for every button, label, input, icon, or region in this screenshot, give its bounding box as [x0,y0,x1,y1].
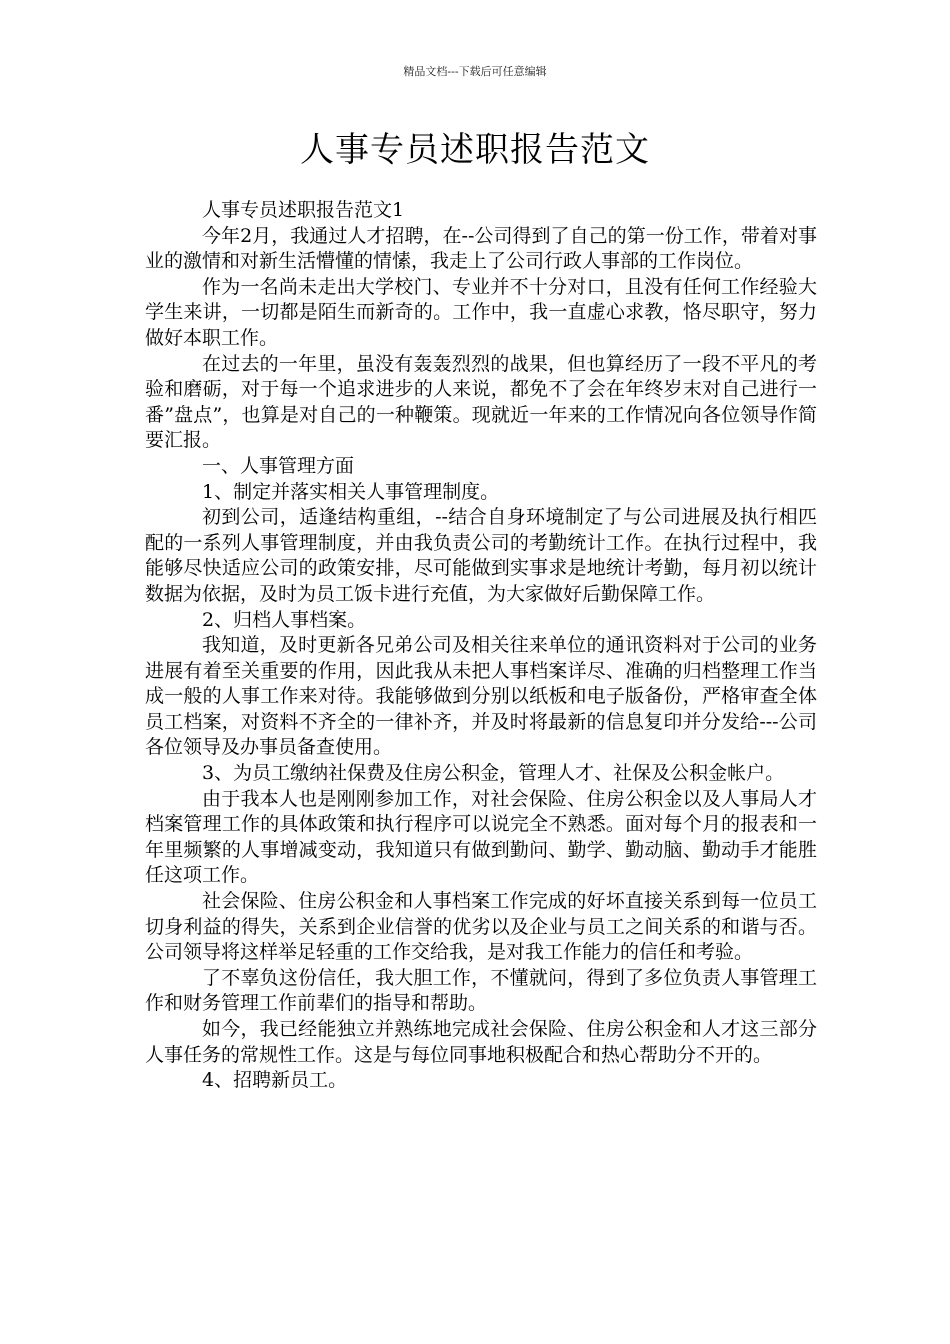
body-paragraph: 在过去的一年里，虽没有轰轰烈烈的战果，但也算经历了一段不平凡的考验和磨砺，对于每一个追求进步的人来说，都免不了会在年终岁末对自己进行一番”盘点”，也算是对自己的一种鞭策。现就近一年来的工作情况向各位领导作简要汇报。 [145,352,817,452]
document-body [145,198,817,1094]
body-paragraph: 今年2月，我通过人才招聘，在--公司得到了自己的第一份工作，带着对事业的激情和对新生活懵懂的情愫，我走上了公司行政人事部的工作岗位。 [145,224,817,273]
subsection-heading: 4、招聘新员工。 [202,1069,348,1092]
body-paragraph: 了不辜负这份信任，我大胆工作，不懂就问，得到了多位负责人事管理工作和财务管理工作前辈们的指导和帮助。 [145,966,817,1015]
body-paragraph: 作为一名尚未走出大学校门、专业并不十分对口，且没有任何工作经验大学生来讲，一切都是陌生而新奇的。工作中，我一直虚心求教，恪尽职守，努力做好本职工作。 [145,275,817,349]
body-paragraph: 初到公司，适逢结构重组，--结合自身环境制定了与公司进展及执行相匹配的一系列人事管理制度，并由我负责公司的考勤统计工作。在执行过程中，我能够尽快适应公司的政策安排，尽可能做到实事求是地统计考勤，每月初以统计数据为依据，及时为员工饭卡进行充值，为大家做好后勤保障工作。 [145,506,817,605]
subsection-heading: 3、为员工缴纳社保费及住房公积金，管理人才、社保及公积金帐户。 [202,762,785,785]
section-heading: 一、人事管理方面 [202,454,355,477]
body-paragraph: 我知道，及时更新各兄弟公司及相关往来单位的通讯资料对于公司的业务进展有着至关重要的作用，因此我从未把人事档案详尽、准确的归档整理工作当成一般的人事工作来对待。我能够做到分别以纸板和电子版备份，严格审查全体员工档案，对资料不齐全的一律补齐，并及时将最新的信息复印并分发给---公司各位领导及办事员备查使用。 [145,634,817,759]
document-title: 人事专员述职报告范文 [300,130,650,170]
subtitle-paragraph: 人事专员述职报告范文1 [202,199,405,221]
subsection-heading: 1、制定并落实相关人事管理制度。 [202,480,500,503]
subsection-heading: 2、归档人事档案。 [202,608,367,631]
header-note: 精品文档---下载后可任意编辑 [403,65,547,78]
body-paragraph: 由于我本人也是刚刚参加工作，对社会保险、住房公积金以及人事局人才档案管理工作的具体政策和执行程序可以说完全不熟悉。面对每个月的报表和一年里频繁的人事增减变动，我知道只有做到勤问、勤学、勤动脑、勤动手才能胜任这项工作。 [145,787,817,887]
body-paragraph: 如今，我已经能独立并熟练地完成社会保险、住房公积金和人才这三部分人事任务的常规性工作。这是与每位同事地积极配合和热心帮助分不开的。 [145,1018,817,1066]
body-paragraph: 社会保险、住房公积金和人事档案工作完成的好坏直接关系到每一位员工切身利益的得失，关系到企业信誉的优劣以及企业与员工之间关系的和谐与否。公司领导将这样举足轻重的工作交给我，是对我工作能力的信任和考验。 [145,890,817,964]
